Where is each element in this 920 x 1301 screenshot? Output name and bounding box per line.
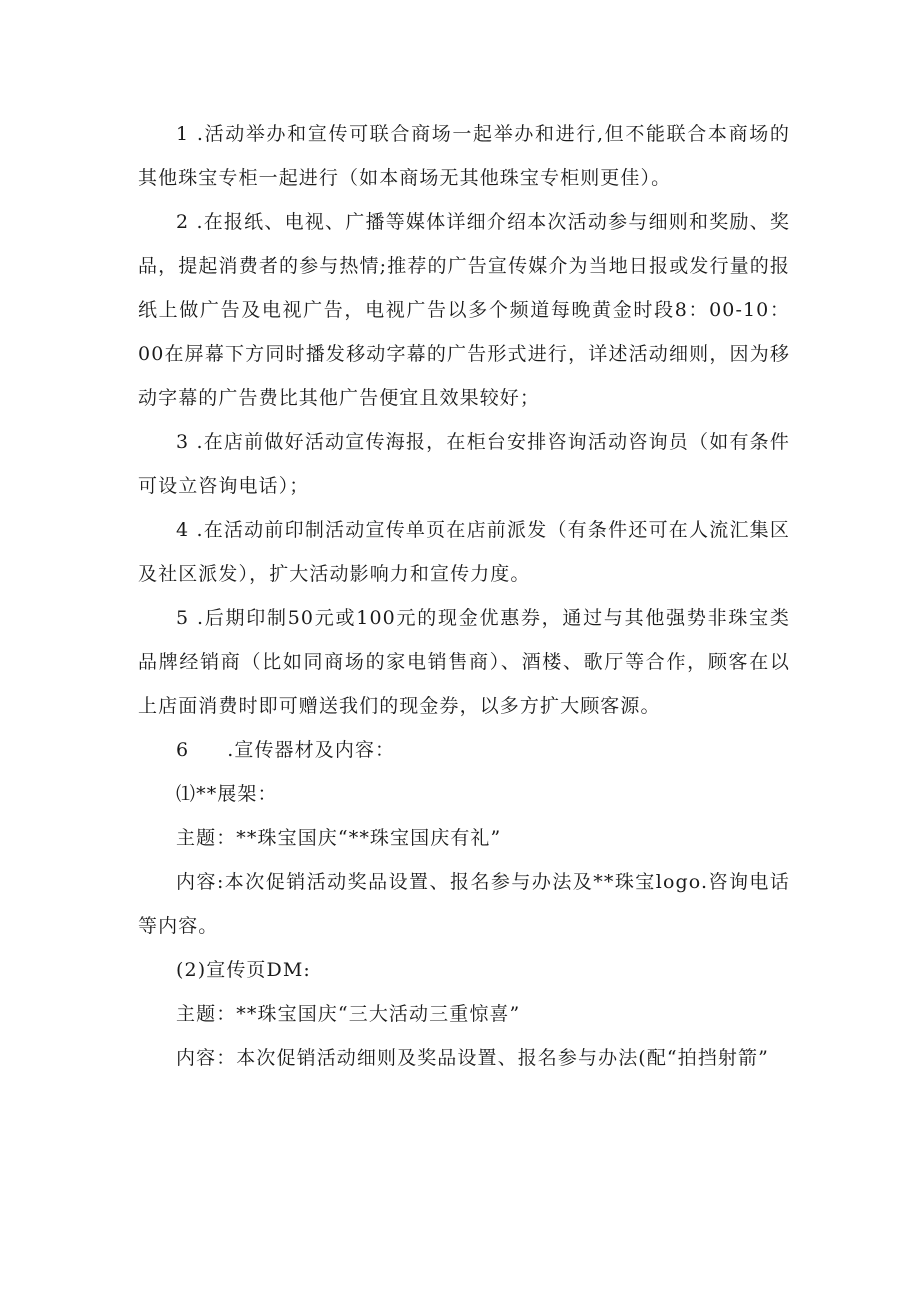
paragraph-4: 4 .在活动前印制活动宣传单页在店前派发（有条件还可在人流汇集区及社区派发），扩大活动影响力和宣传力度。 [138,519,790,585]
paragraph-3: 3 .在店前做好活动宣传海报，在柜台安排咨询活动咨询员（如有条件可设立咨询电话）； [138,431,790,497]
sub1-content: 内容:本次促销活动奖品设置、报名参与办法及**珠宝logo.咨询电话等内容。 [138,871,790,937]
paragraph-1: 1 .活动举办和宣传可联合商场一起举办和进行,但不能联合本商场的其他珠宝专柜一起进行（如本商场无其他珠宝专柜则更佳）。 [138,123,790,189]
item-6-heading [138,728,790,772]
sub1-heading: ⑴**展架： [176,783,278,805]
item-6-text: .宣传器材及内容： [227,739,396,761]
sub2-heading: (2)宣传页DM: [176,959,311,981]
sub1-theme: 主题：**珠宝国庆“**珠宝国庆有礼” [176,827,502,849]
sub2-theme: 主题：**珠宝国庆“三大活动三重惊喜” [176,1003,521,1025]
sub2-content: 内容：本次促销活动细则及奖品设置、报名参与办法(配“拍挡射箭” [176,1047,769,1069]
document-body [138,112,790,1080]
item-6-number: 6 [176,739,190,761]
paragraph-2: 2 .在报纸、电视、广播等媒体详细介绍本次活动参与细则和奖励、奖品，提起消费者的参与热情;推荐的广告宣传媒介为当地日报或发行量的报纸上做广告及电视广告，电视广告以多个频道每晚黄金时段8：00-10：00在屏幕下方同时播发移动字幕的广告形式进行，详述活动细则，因为移动字幕的广告费比其他广告便宜且效果较好； [138,211,790,409]
paragraph-5: 5 .后期印制50元或100元的现金优惠券，通过与其他强势非珠宝类品牌经销商（比如同商场的家电销售商）、酒楼、歌厅等合作，顾客在以上店面消费时即可赠送我们的现金券，以多方扩大顾客源。 [138,607,790,717]
